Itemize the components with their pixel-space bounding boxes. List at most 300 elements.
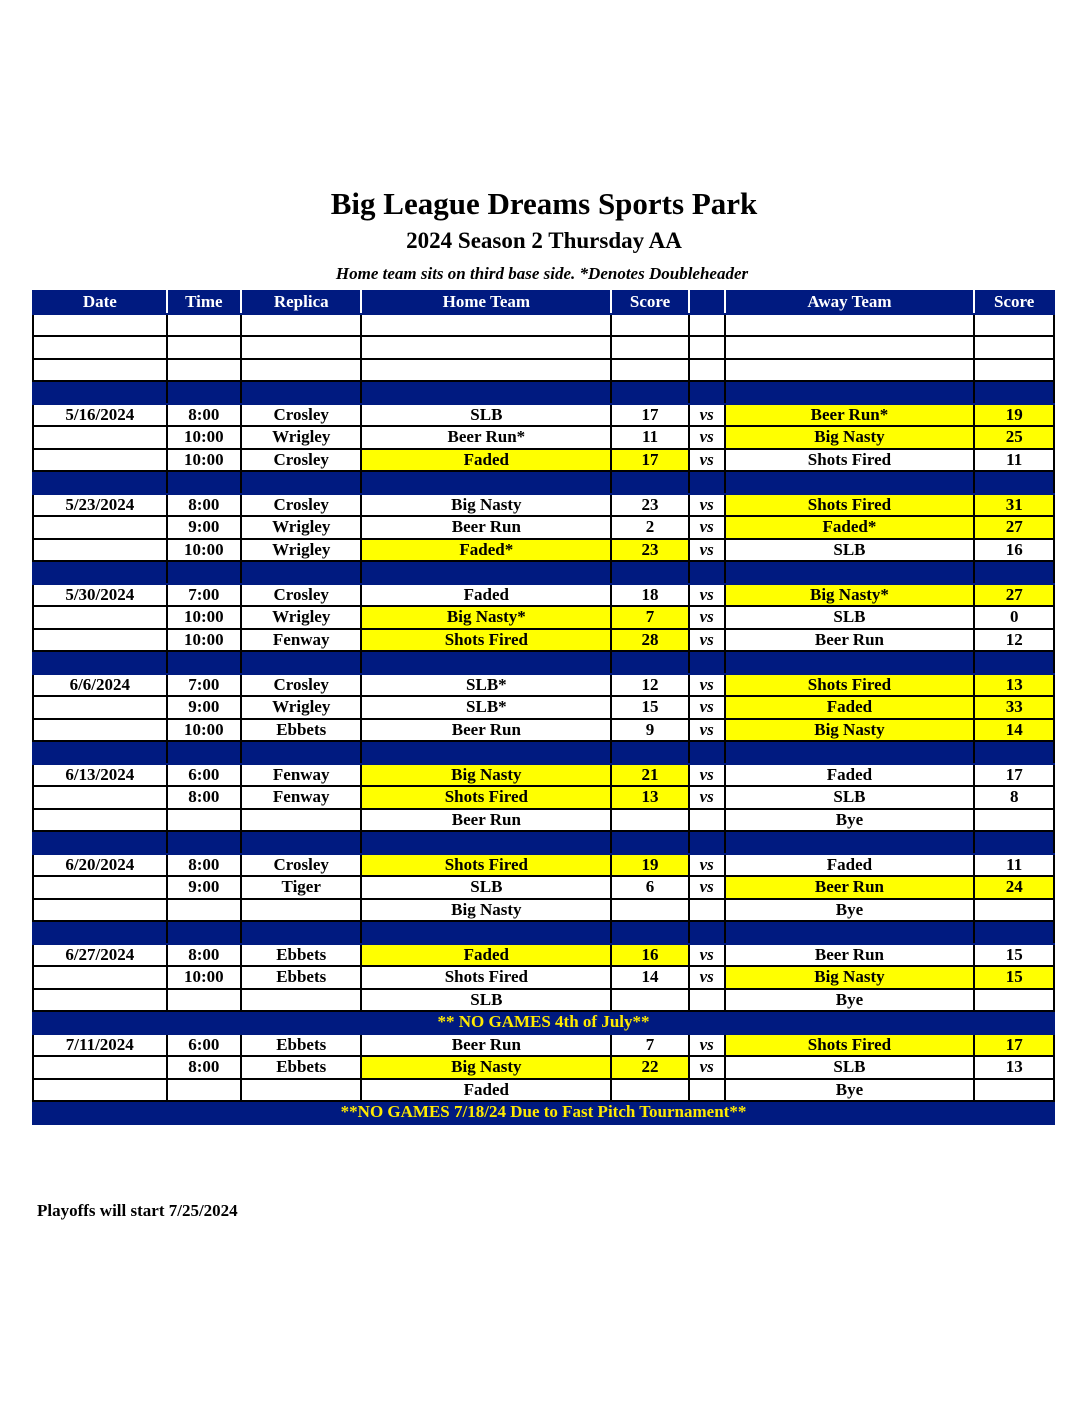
date-cell xyxy=(33,989,167,1012)
week-separator-row xyxy=(33,381,1054,404)
away-score-cell: 11 xyxy=(974,449,1054,472)
header-away-team: Away Team xyxy=(725,291,975,314)
away-score-cell: 16 xyxy=(974,539,1054,562)
time-cell: 8:00 xyxy=(167,1056,241,1079)
away-score-cell xyxy=(974,1079,1054,1102)
header-away-score: Score xyxy=(974,291,1054,314)
home-score-cell: 13 xyxy=(611,786,689,809)
date-cell xyxy=(33,899,167,922)
replica-cell: Ebbets xyxy=(241,1056,361,1079)
empty-cell xyxy=(689,336,725,359)
empty-cell xyxy=(725,336,975,359)
separator-cell xyxy=(167,381,241,404)
date-cell: 6/27/2024 xyxy=(33,944,167,967)
separator-cell xyxy=(33,651,167,674)
date-cell: 5/16/2024 xyxy=(33,404,167,427)
time-cell: 6:00 xyxy=(167,764,241,787)
home-team-cell: Faded xyxy=(361,449,611,472)
home-score-cell: 7 xyxy=(611,1034,689,1057)
away-team-cell: Shots Fired xyxy=(725,449,975,472)
away-score-cell: 33 xyxy=(974,696,1054,719)
separator-cell xyxy=(974,651,1054,674)
replica-cell: Wrigley xyxy=(241,696,361,719)
empty-cell xyxy=(33,336,167,359)
vs-cell xyxy=(689,1079,725,1102)
replica-cell: Fenway xyxy=(241,764,361,787)
away-score-cell: 25 xyxy=(974,426,1054,449)
separator-cell xyxy=(611,741,689,764)
time-cell: 9:00 xyxy=(167,696,241,719)
separator-cell xyxy=(974,831,1054,854)
home-score-cell: 6 xyxy=(611,876,689,899)
empty-cell xyxy=(611,314,689,337)
away-score-cell: 17 xyxy=(974,764,1054,787)
vs-cell: vs xyxy=(689,629,725,652)
time-cell: 8:00 xyxy=(167,786,241,809)
empty-cell xyxy=(361,314,611,337)
home-score-cell: 22 xyxy=(611,1056,689,1079)
separator-cell xyxy=(725,651,975,674)
home-score-cell: 23 xyxy=(611,494,689,517)
home-team-cell: Beer Run xyxy=(361,516,611,539)
week-separator-row xyxy=(33,741,1054,764)
away-score-cell: 17 xyxy=(974,1034,1054,1057)
separator-cell xyxy=(611,561,689,584)
game-row xyxy=(33,426,1054,449)
away-team-cell: Beer Run* xyxy=(725,404,975,427)
vs-cell: vs xyxy=(689,786,725,809)
vs-cell: vs xyxy=(689,516,725,539)
vs-cell: vs xyxy=(689,494,725,517)
empty-cell xyxy=(725,359,975,382)
home-team-cell: SLB* xyxy=(361,674,611,697)
away-score-cell xyxy=(974,989,1054,1012)
date-cell: 5/30/2024 xyxy=(33,584,167,607)
date-cell: 7/11/2024 xyxy=(33,1034,167,1057)
away-team-cell: Big Nasty xyxy=(725,719,975,742)
home-score-cell: 17 xyxy=(611,404,689,427)
date-cell xyxy=(33,1056,167,1079)
home-team-cell: Shots Fired xyxy=(361,854,611,877)
replica-cell: Crosley xyxy=(241,449,361,472)
home-score-cell: 19 xyxy=(611,854,689,877)
vs-cell: vs xyxy=(689,606,725,629)
empty-cell xyxy=(167,314,241,337)
time-cell: 10:00 xyxy=(167,606,241,629)
replica-cell xyxy=(241,809,361,832)
away-team-cell: Bye xyxy=(725,809,975,832)
game-row xyxy=(33,494,1054,517)
replica-cell: Ebbets xyxy=(241,1034,361,1057)
home-score-cell: 18 xyxy=(611,584,689,607)
separator-cell xyxy=(241,741,361,764)
away-score-cell: 15 xyxy=(974,966,1054,989)
time-cell xyxy=(167,1079,241,1102)
header-vs xyxy=(689,291,725,314)
replica-cell: Crosley xyxy=(241,674,361,697)
replica-cell: Fenway xyxy=(241,629,361,652)
game-row xyxy=(33,944,1054,967)
separator-cell xyxy=(33,471,167,494)
game-row xyxy=(33,449,1054,472)
replica-cell: Crosley xyxy=(241,404,361,427)
away-score-cell: 12 xyxy=(974,629,1054,652)
home-team-cell: Shots Fired xyxy=(361,786,611,809)
separator-cell xyxy=(611,471,689,494)
separator-cell xyxy=(689,471,725,494)
date-cell: 6/20/2024 xyxy=(33,854,167,877)
away-score-cell: 0 xyxy=(974,606,1054,629)
home-team-cell: Big Nasty xyxy=(361,1056,611,1079)
separator-cell xyxy=(611,921,689,944)
away-team-cell: Big Nasty xyxy=(725,966,975,989)
game-row xyxy=(33,876,1054,899)
away-team-cell: Beer Run xyxy=(725,876,975,899)
separator-cell xyxy=(725,561,975,584)
header-time: Time xyxy=(167,291,241,314)
separator-cell xyxy=(725,381,975,404)
date-cell xyxy=(33,696,167,719)
away-team-cell: Faded xyxy=(725,696,975,719)
separator-cell xyxy=(361,651,611,674)
game-row xyxy=(33,584,1054,607)
home-score-cell: 7 xyxy=(611,606,689,629)
away-team-cell: Shots Fired xyxy=(725,1034,975,1057)
home-score-cell: 11 xyxy=(611,426,689,449)
separator-cell xyxy=(167,831,241,854)
time-cell xyxy=(167,899,241,922)
separator-cell xyxy=(33,381,167,404)
replica-cell xyxy=(241,989,361,1012)
away-team-cell: SLB xyxy=(725,786,975,809)
empty-cell xyxy=(974,336,1054,359)
game-row xyxy=(33,1034,1054,1057)
empty-cell xyxy=(361,359,611,382)
date-cell xyxy=(33,966,167,989)
empty-cell xyxy=(361,336,611,359)
empty-cell xyxy=(33,314,167,337)
replica-cell: Crosley xyxy=(241,854,361,877)
home-score-cell: 21 xyxy=(611,764,689,787)
home-team-cell: SLB xyxy=(361,989,611,1012)
replica-cell: Wrigley xyxy=(241,539,361,562)
replica-cell: Ebbets xyxy=(241,719,361,742)
separator-cell xyxy=(974,381,1054,404)
separator-cell xyxy=(611,381,689,404)
separator-cell xyxy=(33,831,167,854)
game-row xyxy=(33,1079,1054,1102)
home-team-cell: Beer Run xyxy=(361,1034,611,1057)
home-team-cell: SLB xyxy=(361,876,611,899)
vs-cell: vs xyxy=(689,1034,725,1057)
empty-cell xyxy=(974,359,1054,382)
separator-cell xyxy=(361,471,611,494)
home-team-cell: Faded xyxy=(361,584,611,607)
separator-cell xyxy=(33,741,167,764)
vs-cell xyxy=(689,899,725,922)
date-cell xyxy=(33,1079,167,1102)
vs-cell xyxy=(689,989,725,1012)
away-team-cell: Big Nasty xyxy=(725,426,975,449)
separator-cell xyxy=(167,921,241,944)
away-score-cell: 13 xyxy=(974,1056,1054,1079)
schedule-note: Home team sits on third base side. *Denotes Doubleheader xyxy=(335,264,749,283)
date-cell xyxy=(33,809,167,832)
vs-cell: vs xyxy=(689,696,725,719)
away-team-cell: Beer Run xyxy=(725,944,975,967)
away-team-cell: Shots Fired xyxy=(725,494,975,517)
replica-cell: Tiger xyxy=(241,876,361,899)
time-cell: 6:00 xyxy=(167,1034,241,1057)
date-cell xyxy=(33,629,167,652)
away-team-cell: SLB xyxy=(725,539,975,562)
home-score-cell: 12 xyxy=(611,674,689,697)
time-cell: 7:00 xyxy=(167,674,241,697)
empty-row xyxy=(33,359,1054,382)
page-title: Big League Dreams Sports Park xyxy=(330,186,758,221)
home-team-cell: Faded xyxy=(361,1079,611,1102)
vs-cell: vs xyxy=(689,944,725,967)
empty-cell xyxy=(689,314,725,337)
separator-cell xyxy=(689,921,725,944)
replica-cell: Crosley xyxy=(241,494,361,517)
separator-cell xyxy=(33,561,167,584)
no-games-banner: ** NO GAMES 4th of July** xyxy=(33,1011,1054,1034)
separator-cell xyxy=(241,831,361,854)
empty-row xyxy=(33,314,1054,337)
separator-cell xyxy=(725,471,975,494)
replica-cell: Ebbets xyxy=(241,966,361,989)
game-row xyxy=(33,786,1054,809)
replica-cell: Wrigley xyxy=(241,516,361,539)
away-team-cell: Big Nasty* xyxy=(725,584,975,607)
date-cell xyxy=(33,539,167,562)
week-separator-row xyxy=(33,921,1054,944)
schedule-table xyxy=(32,290,1055,1125)
away-team-cell: Beer Run xyxy=(725,629,975,652)
vs-cell: vs xyxy=(689,426,725,449)
home-score-cell xyxy=(611,989,689,1012)
home-score-cell xyxy=(611,1079,689,1102)
away-score-cell: 15 xyxy=(974,944,1054,967)
empty-cell xyxy=(241,314,361,337)
home-team-cell: Big Nasty xyxy=(361,899,611,922)
separator-cell xyxy=(33,921,167,944)
game-row xyxy=(33,696,1054,719)
home-team-cell: Faded xyxy=(361,944,611,967)
game-row xyxy=(33,516,1054,539)
empty-cell xyxy=(611,336,689,359)
separator-cell xyxy=(167,741,241,764)
separator-cell xyxy=(725,831,975,854)
empty-cell xyxy=(974,314,1054,337)
separator-cell xyxy=(361,381,611,404)
playoffs-note: Playoffs will start 7/25/2024 xyxy=(37,1201,238,1220)
time-cell xyxy=(167,809,241,832)
away-team-cell: SLB xyxy=(725,1056,975,1079)
away-team-cell: Bye xyxy=(725,1079,975,1102)
game-row xyxy=(33,809,1054,832)
separator-cell xyxy=(241,651,361,674)
vs-cell: vs xyxy=(689,449,725,472)
home-score-cell: 16 xyxy=(611,944,689,967)
home-team-cell: Shots Fired xyxy=(361,966,611,989)
empty-cell xyxy=(33,359,167,382)
date-cell xyxy=(33,449,167,472)
away-team-cell: Bye xyxy=(725,989,975,1012)
header-home-score: Score xyxy=(611,291,689,314)
away-team-cell: Faded* xyxy=(725,516,975,539)
game-row xyxy=(33,1056,1054,1079)
time-cell: 8:00 xyxy=(167,854,241,877)
empty-cell xyxy=(725,314,975,337)
vs-cell: vs xyxy=(689,854,725,877)
time-cell: 10:00 xyxy=(167,426,241,449)
date-cell xyxy=(33,426,167,449)
away-score-cell: 27 xyxy=(974,584,1054,607)
replica-cell: Ebbets xyxy=(241,944,361,967)
separator-cell xyxy=(241,381,361,404)
empty-cell xyxy=(689,359,725,382)
vs-cell: vs xyxy=(689,584,725,607)
away-team-cell: Faded xyxy=(725,764,975,787)
week-separator-row xyxy=(33,651,1054,674)
time-cell: 9:00 xyxy=(167,876,241,899)
game-row xyxy=(33,854,1054,877)
home-team-cell: Beer Run xyxy=(361,719,611,742)
header-replica: Replica xyxy=(241,291,361,314)
home-score-cell xyxy=(611,899,689,922)
home-score-cell: 2 xyxy=(611,516,689,539)
empty-cell xyxy=(241,359,361,382)
empty-cell xyxy=(167,336,241,359)
time-cell: 9:00 xyxy=(167,516,241,539)
home-team-cell: Shots Fired xyxy=(361,629,611,652)
vs-cell: vs xyxy=(689,764,725,787)
date-cell xyxy=(33,719,167,742)
home-team-cell: Beer Run* xyxy=(361,426,611,449)
date-cell xyxy=(33,516,167,539)
separator-cell xyxy=(974,561,1054,584)
separator-cell xyxy=(689,831,725,854)
vs-cell: vs xyxy=(689,876,725,899)
date-cell xyxy=(33,606,167,629)
away-score-cell: 13 xyxy=(974,674,1054,697)
no-games-banner-row xyxy=(33,1011,1054,1034)
game-row xyxy=(33,989,1054,1012)
replica-cell xyxy=(241,899,361,922)
home-score-cell: 14 xyxy=(611,966,689,989)
away-score-cell: 19 xyxy=(974,404,1054,427)
game-row xyxy=(33,764,1054,787)
replica-cell: Wrigley xyxy=(241,606,361,629)
separator-cell xyxy=(974,921,1054,944)
separator-cell xyxy=(689,561,725,584)
away-score-cell: 27 xyxy=(974,516,1054,539)
away-team-cell: SLB xyxy=(725,606,975,629)
separator-cell xyxy=(361,831,611,854)
separator-cell xyxy=(241,921,361,944)
replica-cell: Fenway xyxy=(241,786,361,809)
game-row xyxy=(33,606,1054,629)
header-home-team: Home Team xyxy=(361,291,611,314)
home-team-cell: SLB xyxy=(361,404,611,427)
separator-cell xyxy=(725,741,975,764)
header-date: Date xyxy=(33,291,167,314)
vs-cell: vs xyxy=(689,719,725,742)
separator-cell xyxy=(361,741,611,764)
game-row xyxy=(33,674,1054,697)
replica-cell xyxy=(241,1079,361,1102)
home-score-cell: 9 xyxy=(611,719,689,742)
home-score-cell: 23 xyxy=(611,539,689,562)
vs-cell: vs xyxy=(689,1056,725,1079)
away-team-cell: Bye xyxy=(725,899,975,922)
vs-cell: vs xyxy=(689,674,725,697)
separator-cell xyxy=(611,651,689,674)
empty-row xyxy=(33,336,1054,359)
separator-cell xyxy=(974,471,1054,494)
time-cell: 8:00 xyxy=(167,944,241,967)
home-team-cell: Big Nasty xyxy=(361,494,611,517)
time-cell: 10:00 xyxy=(167,449,241,472)
time-cell: 10:00 xyxy=(167,629,241,652)
separator-cell xyxy=(725,921,975,944)
home-score-cell: 15 xyxy=(611,696,689,719)
vs-cell: vs xyxy=(689,966,725,989)
vs-cell: vs xyxy=(689,539,725,562)
away-team-cell: Shots Fired xyxy=(725,674,975,697)
empty-cell xyxy=(241,336,361,359)
schedule-body xyxy=(33,314,1054,1124)
home-team-cell: Big Nasty xyxy=(361,764,611,787)
separator-cell xyxy=(167,561,241,584)
date-cell xyxy=(33,876,167,899)
time-cell xyxy=(167,989,241,1012)
home-team-cell: Faded* xyxy=(361,539,611,562)
game-row xyxy=(33,899,1054,922)
time-cell: 8:00 xyxy=(167,494,241,517)
away-score-cell: 8 xyxy=(974,786,1054,809)
time-cell: 10:00 xyxy=(167,966,241,989)
game-row xyxy=(33,966,1054,989)
replica-cell: Wrigley xyxy=(241,426,361,449)
time-cell: 8:00 xyxy=(167,404,241,427)
separator-cell xyxy=(689,651,725,674)
home-team-cell: SLB* xyxy=(361,696,611,719)
away-score-cell xyxy=(974,899,1054,922)
game-row xyxy=(33,404,1054,427)
game-row xyxy=(33,539,1054,562)
week-separator-row xyxy=(33,561,1054,584)
date-cell: 6/13/2024 xyxy=(33,764,167,787)
home-team-cell: Big Nasty* xyxy=(361,606,611,629)
separator-cell xyxy=(689,741,725,764)
separator-cell xyxy=(361,561,611,584)
separator-cell xyxy=(167,471,241,494)
home-team-cell: Beer Run xyxy=(361,809,611,832)
vs-cell xyxy=(689,809,725,832)
away-team-cell: Faded xyxy=(725,854,975,877)
date-cell: 6/6/2024 xyxy=(33,674,167,697)
week-separator-row xyxy=(33,471,1054,494)
game-row xyxy=(33,629,1054,652)
away-score-cell: 14 xyxy=(974,719,1054,742)
home-score-cell xyxy=(611,809,689,832)
separator-cell xyxy=(974,741,1054,764)
time-cell: 10:00 xyxy=(167,539,241,562)
time-cell: 7:00 xyxy=(167,584,241,607)
